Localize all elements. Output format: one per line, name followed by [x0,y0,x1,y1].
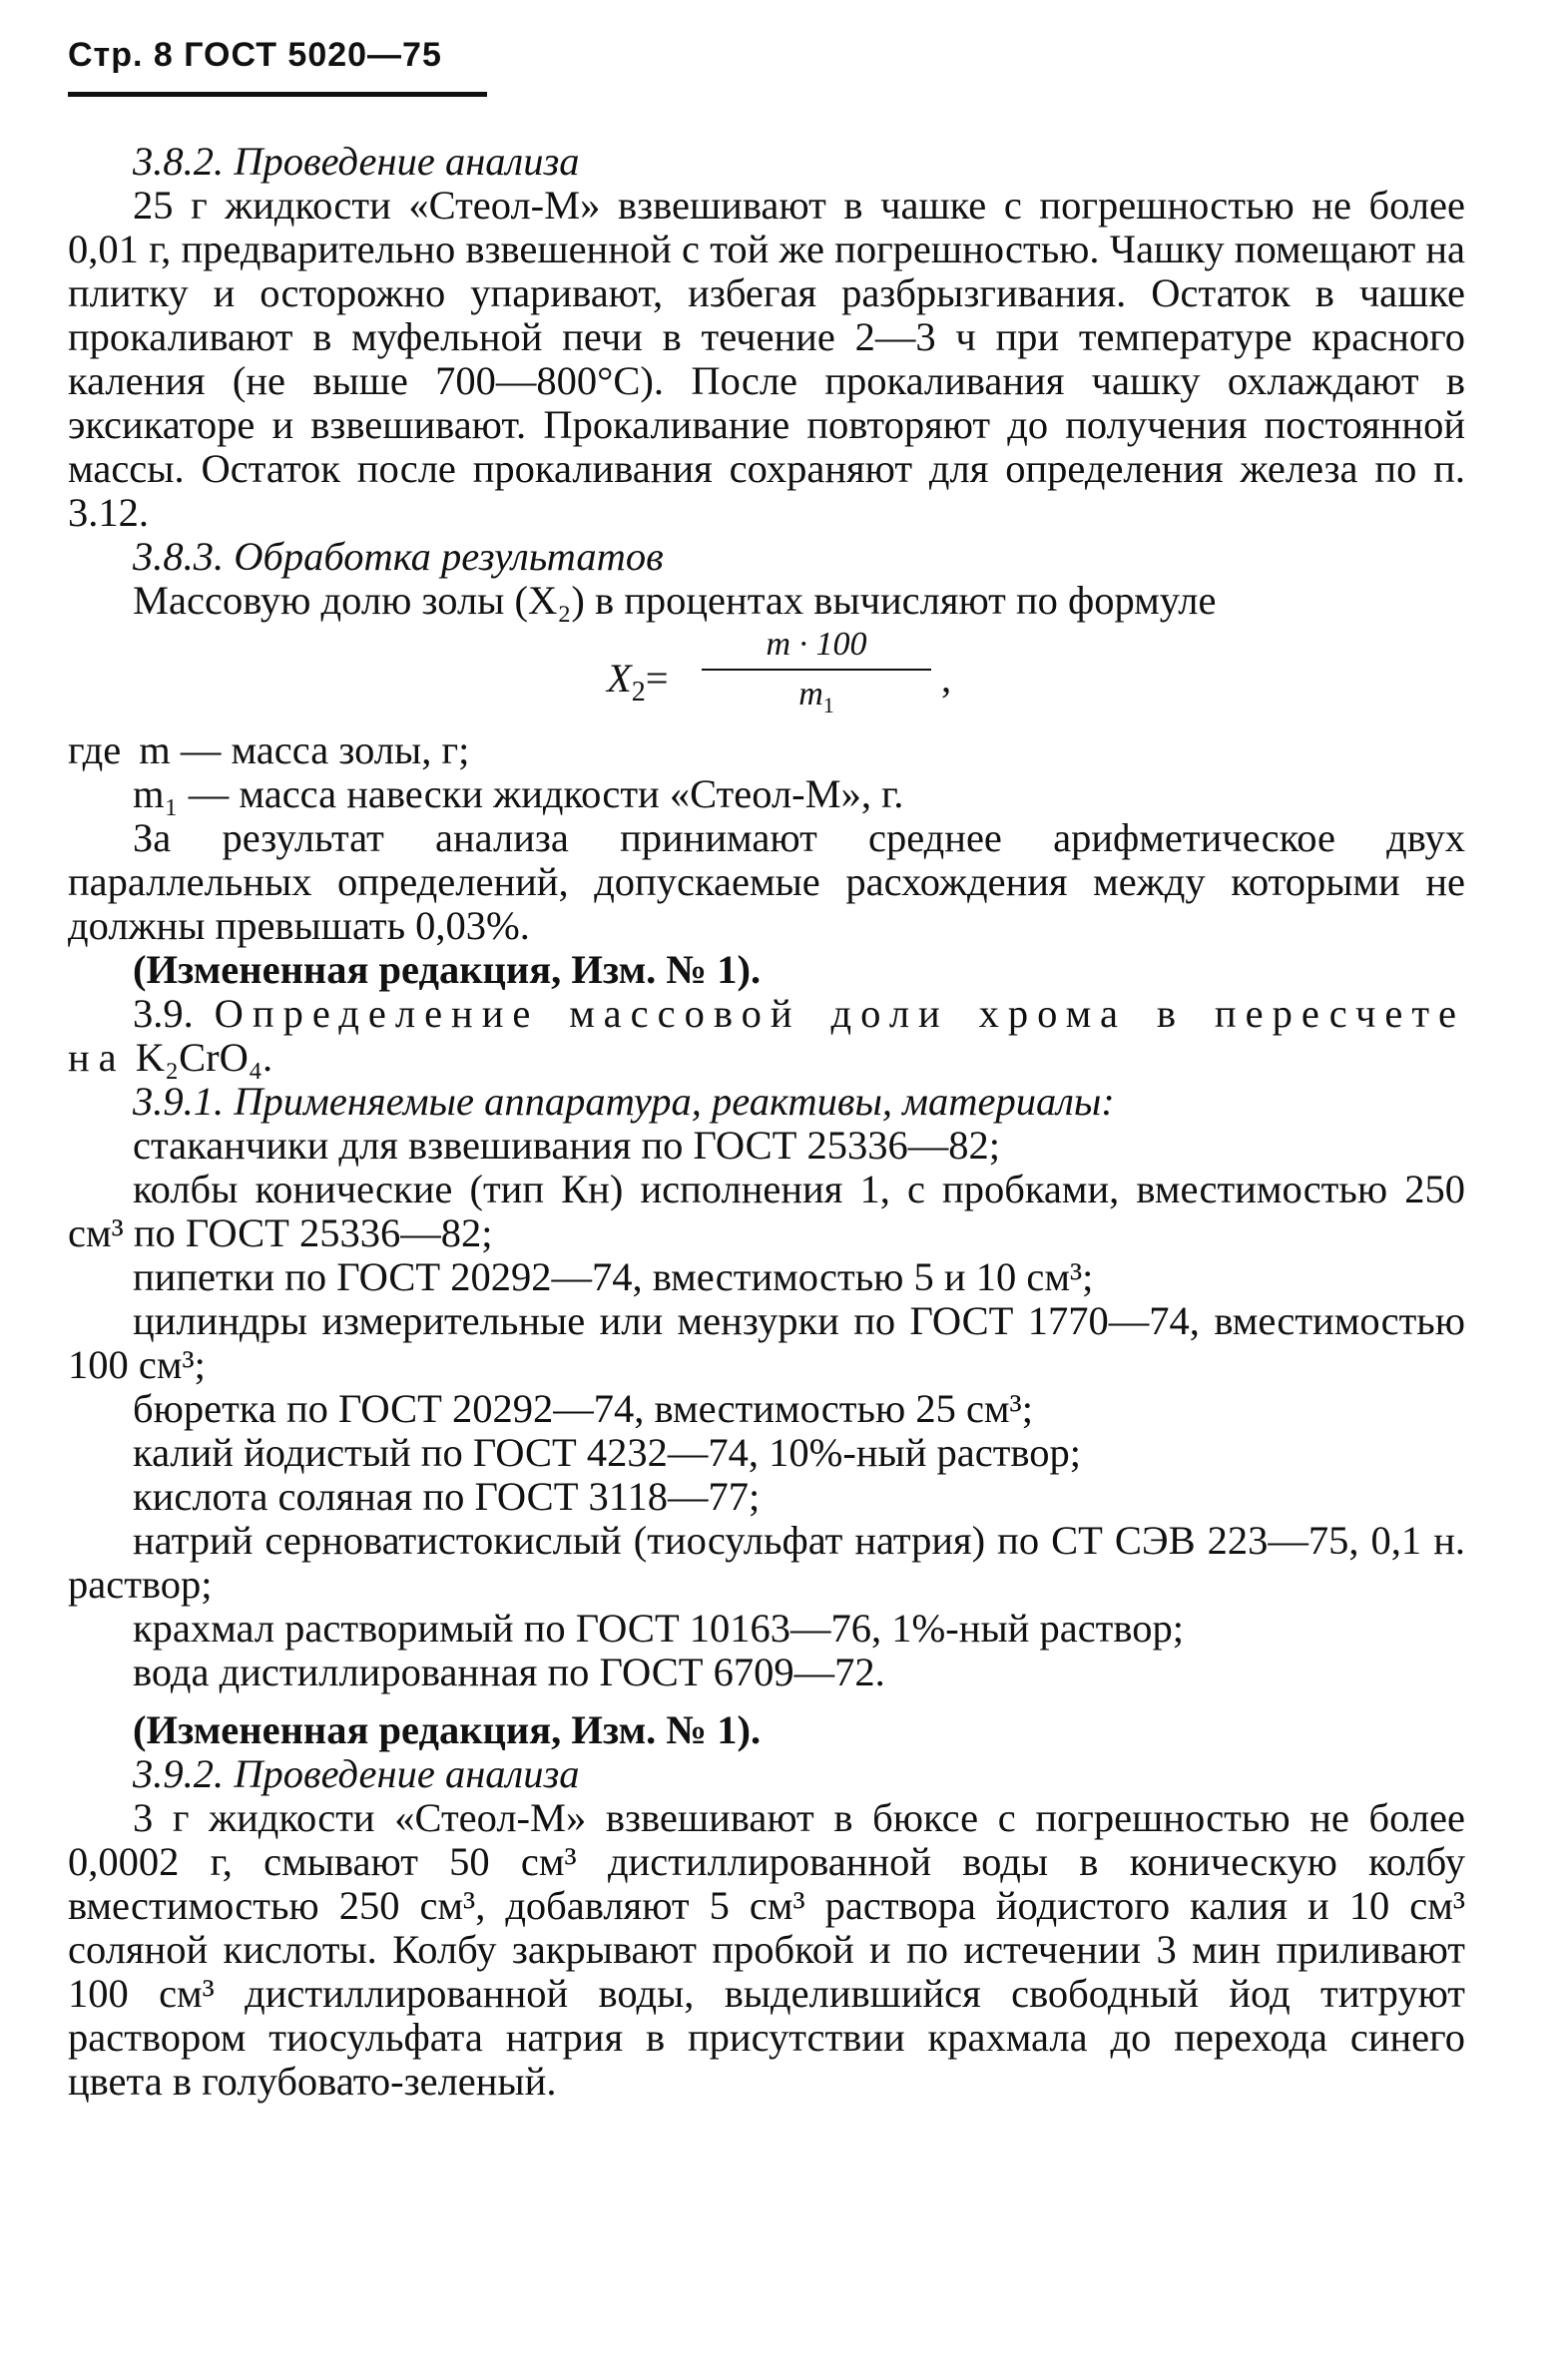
formula-denominator [702,676,931,717]
formula-intro: Массовую долю золы (X₂) в процентах вычисляют по формуле [133,578,1217,623]
formula-eq: = [645,656,669,701]
formula-numerator: m · 100 [766,626,867,663]
equipment-item: калий йодистый по ГОСТ 4232—74, 10%-ный раствор; [133,1430,1082,1475]
formula-lhs-var: X [607,656,632,701]
result-text: За результат анализа принимают среднее арифметическое двух параллельных определений, допускаемые расхождения между которыми не должны превышать 0,03%. [68,815,1465,948]
section-3-8-2-title: 3.8.2. Проведение анализа [133,139,580,184]
formula-lhs-sub: 2 [631,677,646,709]
section-3-9-2-title: 3.9.2. Проведение анализа [133,1751,580,1796]
equipment-item: крахмал растворимый по ГОСТ 10163—76, 1%-ный раствор; [133,1606,1184,1651]
header-text: Стр. 8 ГОСТ 5020—75 [68,36,442,74]
section-3-9-2-text: 3 г жидкости «Стеол-М» взвешивают в бюксе с погрешностью не более 0,0002 г, смывают 50 см³ дистиллированной воды в коническую колбу вместимостью 250 см³, добавляют 5 см³ раствора йодистого калия и 10 см³ соляной кислоты. Колбу закрывают пробкой и по истечении 3 мин приливают 100 см³ дистиллированной воды, выделившийся свободный йод титруют раствором тиосульфата натрия в присутствии крахмала до перехода синего цвета в голубовато-зеленый. [68,1795,1465,2104]
document-body [68,140,1465,2104]
def-1-text: m — масса золы, г; [139,727,470,772]
where-label: где [68,727,122,772]
section-3-9 [68,992,1465,1080]
section-3-9-1-title: 3.9.1. Применяемые аппаратура, реактивы, материалы: [133,1079,1115,1124]
equipment-item: цилиндры измерительные или мензурки по ГОСТ 1770—74, вместимостью 100 см³; [68,1298,1465,1387]
equipment-item: бюретка по ГОСТ 20292—74, вместимостью 25 см³; [133,1386,1033,1431]
amendment-2: (Измененная редакция, Изм. № 1). [133,1707,762,1752]
page-header [68,38,487,97]
header-rule [68,92,487,97]
amendment-1: (Измененная редакция, Изм. № 1). [133,947,762,992]
section-3-9-number: 3.9. [133,991,194,1036]
formula-denominator-sub: 1 [822,692,834,717]
equipment-item: пипетки по ГОСТ 20292—74, вместимостью 5 и 10 см³; [133,1254,1094,1299]
section-3-8-2-text: 25 г жидкости «Стеол-М» взвешивают в чашке с погрешностью не более 0,01 г, предварительно взвешенной с той же погрешностью. Чашку помещают на плитку и осторожно упаривают, избегая разбрызгивания. Остаток в чашке прокаливают в муфельной печи в течение 2—3 ч при температуре красного каления (не выше 700—800°С). После прокаливания чашку охлаждают в эксикаторе и взвешивают. Прокаливание повторяют до получения постоянной массы. Остаток после прокаливания сохраняют для определения железа по п. 3.12. [68,183,1465,535]
formula-fraction [702,626,931,717]
section-3-8-3-title: 3.8.3. Обработка результатов [133,534,664,579]
section-3-9-formula: K₂CrO₄. [135,1035,273,1080]
equipment-item: натрий серноватистокислый (тиосульфат натрия) по СТ СЭВ 223—75, 0,1 н. раствор; [68,1518,1465,1607]
equipment-item: стаканчики для взвешивания по ГОСТ 25336—82; [133,1123,1001,1168]
formula-comma: , [941,656,952,701]
ash-formula [68,627,1465,722]
equipment-item: колбы конические (тип Кн) исполнения 1, с пробками, вместимостью 250 см³ по ГОСТ 25336—82; [68,1167,1465,1255]
equipment-item: вода дистиллированная по ГОСТ 6709—72. [133,1650,885,1694]
formula-def-1 [68,728,1465,772]
formula-lhs [607,656,669,709]
section-3-9-title: Определение массовой доли хрома в пересчете на [68,991,1465,1080]
fraction-bar [702,669,931,671]
formula-def-2: m₁ — масса навески жидкости «Стеол-М», г. [133,771,904,816]
formula-denominator-var: m [798,676,823,713]
equipment-item: кислота соляная по ГОСТ 3118—77; [133,1474,761,1519]
